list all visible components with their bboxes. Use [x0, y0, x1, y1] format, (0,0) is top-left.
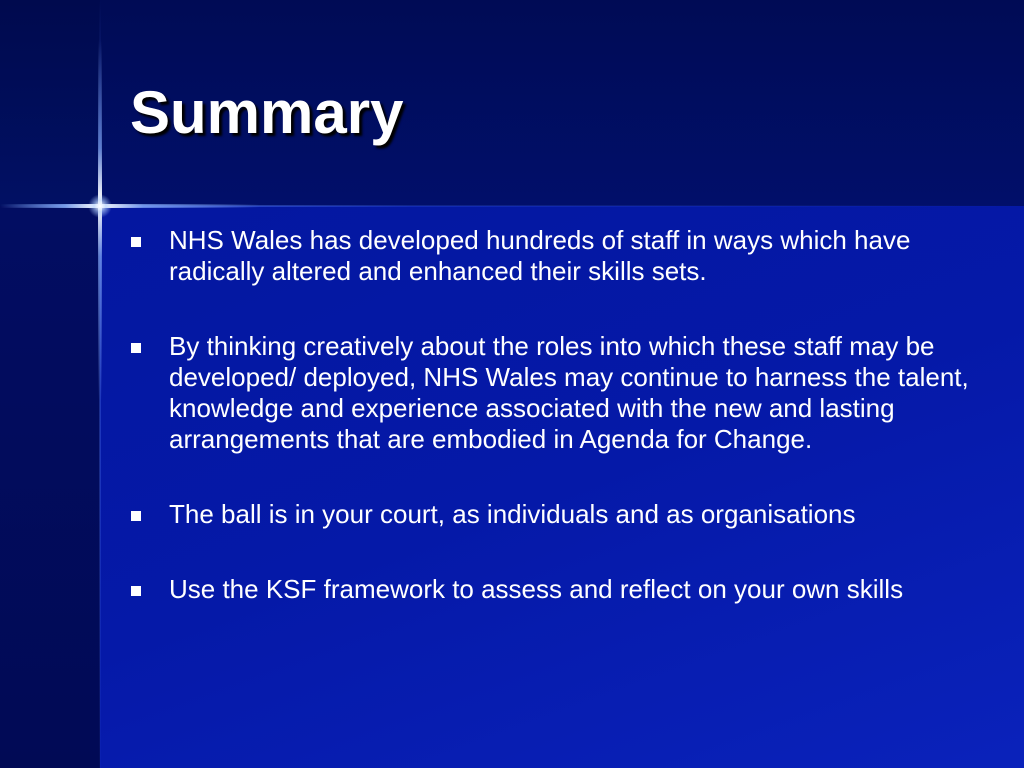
- bullet-text: The ball is in your court, as individuals and as organisations: [169, 499, 856, 529]
- slide-title: Summary: [130, 79, 404, 146]
- square-bullet-icon: [131, 511, 141, 521]
- bullet-text: Use the KSF framework to assess and reflect on your own skills: [169, 574, 904, 604]
- bullet-text: By thinking creatively about the roles into which these staff may be developed/ deployed, NHS Wales may continue to harness the talent, knowledge and experience associated with the new and lasting arrangements that are embodied in Agenda for Change.: [169, 331, 969, 454]
- square-bullet-icon: [131, 586, 141, 596]
- bullet-text: NHS Wales has developed hundreds of staff in ways which have radically altered and enhanced their skills sets.: [169, 225, 911, 286]
- list-item: [130, 331, 970, 455]
- bullet-list: [130, 225, 970, 649]
- background-upper-left: [0, 0, 100, 206]
- background-left-band: [0, 206, 100, 768]
- square-bullet-icon: [131, 343, 141, 353]
- list-item: [130, 574, 970, 605]
- star-flare-horizontal: [0, 204, 260, 208]
- star-flare-vertical: [98, 40, 102, 400]
- star-flare-icon: [88, 194, 112, 218]
- list-item: [130, 499, 970, 530]
- square-bullet-icon: [131, 237, 141, 247]
- list-item: [130, 225, 970, 287]
